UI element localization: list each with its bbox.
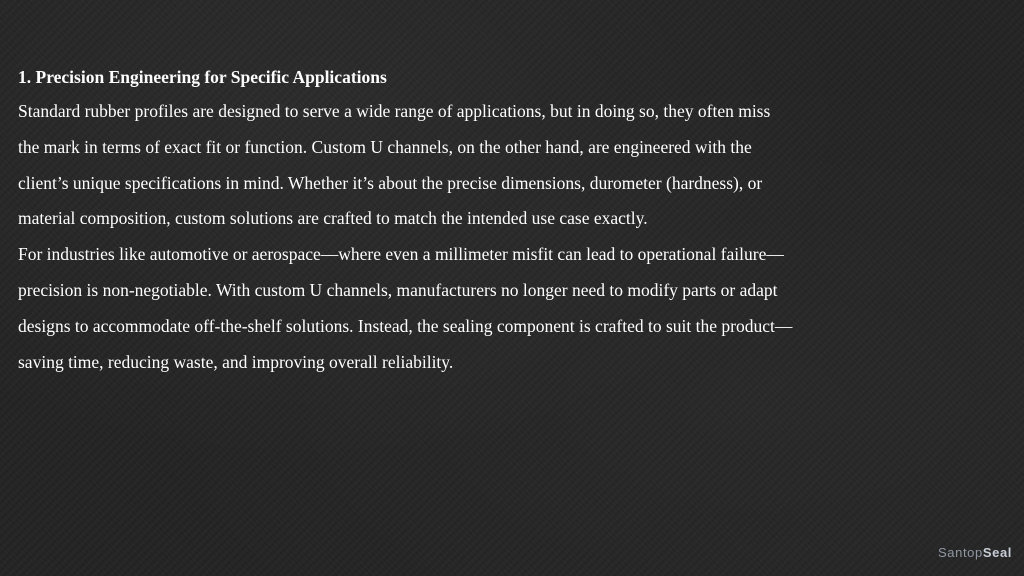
brand-logo: [938, 545, 1012, 561]
content-block: [18, 66, 1008, 380]
paragraph-line: For industries like automotive or aerospace—where even a millimeter misfit can lead to operational failure—: [18, 244, 784, 265]
brand-logo-part2: Seal: [982, 545, 1012, 560]
brand-logo-part1: Santop: [938, 545, 983, 560]
section-heading: 1. Precision Engineering for Specific Applications: [18, 67, 387, 87]
paragraph-line: material composition, custom solutions are crafted to match the intended use case exactly.: [18, 208, 648, 229]
paragraph-1: [18, 94, 1008, 237]
paragraph-line: client’s unique specifications in mind. Whether it’s about the precise dimensions, durometer (hardness), or: [18, 172, 763, 193]
paragraph-line: saving time, reducing waste, and improving overall reliability.: [18, 351, 454, 372]
paragraph-line: precision is non-negotiable. With custom U channels, manufacturers no longer need to modify parts or adapt: [18, 279, 778, 300]
paragraph-line: Standard rubber profiles are designed to serve a wide range of applications, but in doing so, they often miss: [18, 101, 771, 121]
paragraph-line: the mark in terms of exact fit or function. Custom U channels, on the other hand, are engineered with the: [18, 136, 752, 157]
paragraph-line: designs to accommodate off-the-shelf solutions. Instead, the sealing component is crafted to suit the product—: [18, 315, 793, 336]
paragraph-2: [18, 237, 1008, 380]
